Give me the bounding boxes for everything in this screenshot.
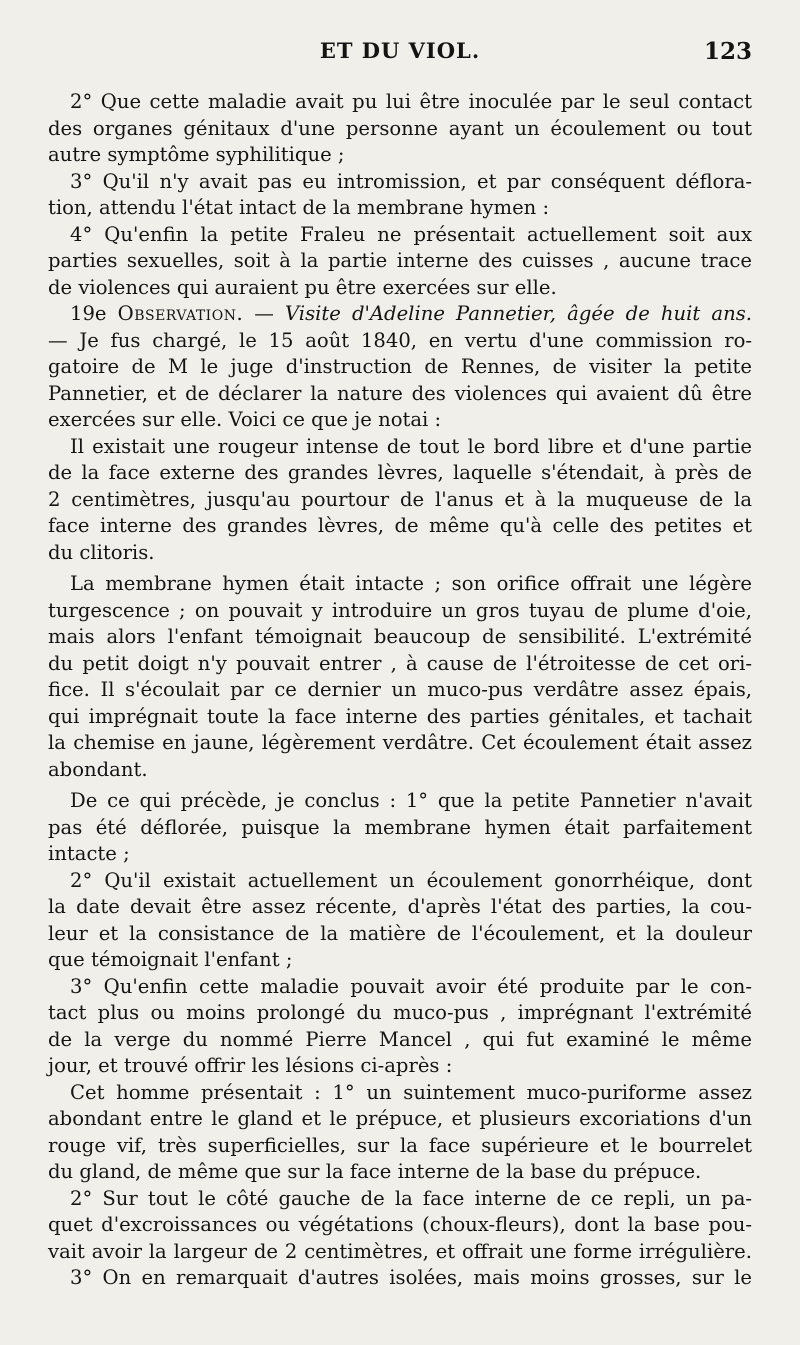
text-line: du clitoris.: [48, 540, 155, 564]
text-line: gatoire de M le juge d'instruction de Rennes, de visiter la petite: [48, 355, 752, 378]
text-line: leur et la consistance de la matière de l'écoulement, et la douleur: [48, 921, 752, 945]
text-line: de la verge du nommé Pierre Mancel , qui fut examiné le même: [48, 1027, 752, 1051]
observation-dash: —: [254, 302, 274, 325]
text-line: de violences qui auraient pu être exercées sur elle.: [48, 275, 557, 299]
text-line: autre symptôme syphilitique ;: [48, 143, 345, 166]
text-line: Cet homme présentait : 1° un suintement muco-puriforme assez: [70, 1080, 752, 1104]
text-line: abondant entre le gland et le prépuce, et plusieurs excoriations d'un: [48, 1107, 752, 1130]
text-line: jour, et trouvé offrir les lésions ci-après :: [48, 1054, 453, 1077]
text-line: 4° Qu'enfin la petite Fraleu ne présentait actuellement soit aux: [70, 222, 752, 246]
text-line: abondant.: [48, 757, 148, 781]
text-line: la date devait être assez récente, d'après l'état des parties, la cou-: [48, 895, 752, 918]
text-line: De ce qui précède, je conclus : 1° que la petite Pannetier n'avait: [70, 789, 752, 812]
observation-title: Visite d'Adeline Pannetier, âgée de huit ans.: [285, 302, 752, 325]
text-line: exercées sur elle. Voici ce que je notai :: [48, 408, 442, 431]
text-line: 3° Qu'il n'y avait pas eu intromission, et par conséquent déflora-: [70, 169, 752, 193]
text-line: 2° Qu'il existait actuellement un écoulement gonorrhéique, dont: [70, 868, 752, 892]
text-line: turgescence ; on pouvait y introduire un gros tuyau de plume d'oie,: [48, 598, 752, 622]
text-line: Il existait une rougeur intense de tout le bord libre et d'une partie: [70, 434, 752, 458]
text-line: 2 centimètres, jusqu'au pourtour de l'anus et à la muqueuse de la: [48, 487, 752, 511]
text-line: qui imprégnait toute la face interne des parties génitales, et tachait: [48, 704, 752, 728]
text-line: quet d'excroissances ou végétations (choux-fleurs), dont la base pou-: [48, 1213, 752, 1236]
text-line: que témoignait l'enfant ;: [48, 948, 293, 971]
text-line: mais alors l'enfant témoignait beaucoup de sensibilité. L'extrémité: [48, 625, 752, 648]
page-number: 123: [703, 38, 752, 65]
text-line: rouge vif, très superficielles, sur la face supérieure et le bourrelet: [48, 1133, 752, 1157]
text-line: tion, attendu l'état intact de la membrane hymen :: [48, 196, 550, 219]
paragraph-block-conclusions: [48, 89, 752, 301]
body-text: [48, 89, 752, 1292]
text-line: 2° Sur tout le côté gauche de la face interne de ce repli, un pa-: [70, 1186, 752, 1210]
text-line: intacte ;: [48, 842, 130, 865]
running-title: ET DU VIOL.: [319, 38, 481, 63]
text-line: du gland, de même que sur la face interne de la base du prépuce.: [48, 1160, 702, 1183]
observation-label: Observation.: [117, 302, 244, 325]
text-line: face interne des grandes lèvres, de même qu'à celle des petites et: [48, 514, 752, 537]
observation-number: 19e: [70, 302, 107, 325]
paragraph-block-observation: [48, 328, 752, 1292]
text-line: pas été déflorée, puisque la membrane hymen était parfaitement: [48, 815, 752, 839]
text-line: de la face externe des grandes lèvres, laquelle s'étendait, à près de: [48, 461, 752, 484]
text-line: tact plus ou moins prolongé du muco-pus , imprégnant l'extrémité: [48, 1001, 752, 1024]
text-line: vait avoir la largeur de 2 centimètres, et offrait une forme irrégulière.: [48, 1239, 752, 1263]
text-line: 3° On en remarquait d'autres isolées, mais moins grosses, sur le: [70, 1266, 752, 1289]
text-line: fice. Il s'écoulait par ce dernier un muco-pus verdâtre assez épais,: [48, 678, 752, 701]
text-line: 2° Que cette maladie avait pu lui être inoculée par le seul contact: [70, 90, 752, 113]
text-line: La membrane hymen était intacte ; son orifice offrait une légère: [70, 572, 752, 595]
page-header: [48, 38, 752, 70]
text-line: 3° Qu'enfin cette maladie pouvait avoir été produite par le con-: [70, 974, 752, 998]
text-line: des organes génitaux d'une personne ayant un écoulement ou tout: [48, 116, 752, 140]
observation-heading: [48, 301, 752, 328]
text-line: la chemise en jaune, légèrement verdâtre. Cet écoulement était assez: [48, 731, 752, 754]
text-line: parties sexuelles, soit à la partie interne des cuisses , aucune trace: [48, 249, 752, 272]
text-line: du petit doigt n'y pouvait entrer , à cause de l'étroitesse de cet ori-: [48, 651, 752, 675]
text-line: Pannetier, et de déclarer la nature des violences qui avaient dû être: [48, 381, 752, 405]
text-line: — Je fus chargé, le 15 août 1840, en vertu d'une commission ro-: [48, 328, 752, 352]
